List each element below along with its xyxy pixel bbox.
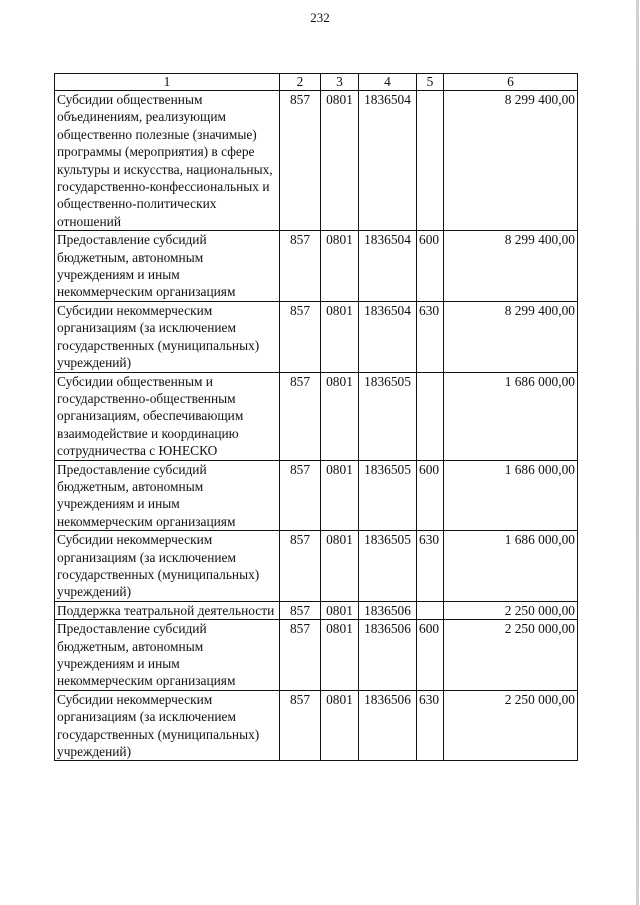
table-row	[55, 372, 578, 460]
section-code: 0801	[321, 301, 359, 372]
section-code: 0801	[321, 690, 359, 761]
item-name: Субсидии некоммерческим организациям (за исключением государственных (муниципальных) учреждений)	[55, 531, 280, 602]
expense-type-code: 600	[417, 620, 444, 691]
section-code: 0801	[321, 460, 359, 531]
table-row	[55, 620, 578, 691]
department-code: 857	[280, 460, 321, 531]
amount: 2 250 000,00	[444, 690, 578, 761]
expense-type-code	[417, 601, 444, 619]
item-name: Предоставление субсидий бюджетным, автономным учреждениям и иным некоммерческим организациям	[55, 620, 280, 691]
section-code: 0801	[321, 620, 359, 691]
table-row	[55, 690, 578, 761]
expense-type-code: 630	[417, 690, 444, 761]
item-name: Субсидии некоммерческим организациям (за исключением государственных (муниципальных) учреждений)	[55, 690, 280, 761]
target-article-code: 1836504	[359, 301, 417, 372]
column-header: 1	[55, 74, 280, 91]
table-row	[55, 231, 578, 302]
department-code: 857	[280, 231, 321, 302]
target-article-code: 1836504	[359, 231, 417, 302]
department-code: 857	[280, 620, 321, 691]
item-name: Предоставление субсидий бюджетным, автономным учреждениям и иным некоммерческим организациям	[55, 460, 280, 531]
amount: 8 299 400,00	[444, 231, 578, 302]
column-header: 2	[280, 74, 321, 91]
target-article-code: 1836505	[359, 460, 417, 531]
expense-type-code	[417, 91, 444, 231]
item-name: Поддержка театральной деятельности	[55, 601, 280, 619]
column-header: 5	[417, 74, 444, 91]
amount: 2 250 000,00	[444, 620, 578, 691]
item-name: Субсидии некоммерческим организациям (за исключением государственных (муниципальных) учреждений)	[55, 301, 280, 372]
page-number: 232	[310, 10, 330, 25]
item-name: Субсидии общественным объединениям, реализующим общественно полезные (значимые) программы (мероприятия) в сфере культуры и искусства, национальных, государственно-конфессиональных и общественно-политических отношений	[55, 91, 280, 231]
amount: 1 686 000,00	[444, 531, 578, 602]
department-code: 857	[280, 601, 321, 619]
amount: 1 686 000,00	[444, 460, 578, 531]
target-article-code: 1836505	[359, 372, 417, 460]
table-row	[55, 301, 578, 372]
department-code: 857	[280, 91, 321, 231]
column-header: 6	[444, 74, 578, 91]
section-code: 0801	[321, 531, 359, 602]
column-header: 3	[321, 74, 359, 91]
section-code: 0801	[321, 601, 359, 619]
table-row	[55, 460, 578, 531]
table-row	[55, 91, 578, 231]
expense-type-code: 630	[417, 301, 444, 372]
expense-type-code: 600	[417, 460, 444, 531]
section-code: 0801	[321, 372, 359, 460]
department-code: 857	[280, 372, 321, 460]
item-name: Субсидии общественным и государственно-общественным организациям, обеспечивающим взаимодействие и координацию сотрудничества с ЮНЕСКО	[55, 372, 280, 460]
amount: 8 299 400,00	[444, 91, 578, 231]
expense-type-code	[417, 372, 444, 460]
department-code: 857	[280, 531, 321, 602]
header-row	[55, 74, 578, 91]
target-article-code: 1836506	[359, 620, 417, 691]
amount: 2 250 000,00	[444, 601, 578, 619]
department-code: 857	[280, 301, 321, 372]
item-name: Предоставление субсидий бюджетным, автономным учреждениям и иным некоммерческим организациям	[55, 231, 280, 302]
amount: 1 686 000,00	[444, 372, 578, 460]
table-row	[55, 601, 578, 619]
budget-table	[54, 73, 578, 761]
target-article-code: 1836505	[359, 531, 417, 602]
amount: 8 299 400,00	[444, 301, 578, 372]
expense-type-code: 600	[417, 231, 444, 302]
scan-edge-shadow	[636, 0, 639, 905]
column-header: 4	[359, 74, 417, 91]
target-article-code: 1836504	[359, 91, 417, 231]
section-code: 0801	[321, 91, 359, 231]
target-article-code: 1836506	[359, 601, 417, 619]
section-code: 0801	[321, 231, 359, 302]
department-code: 857	[280, 690, 321, 761]
table-row	[55, 531, 578, 602]
expense-type-code: 630	[417, 531, 444, 602]
target-article-code: 1836506	[359, 690, 417, 761]
